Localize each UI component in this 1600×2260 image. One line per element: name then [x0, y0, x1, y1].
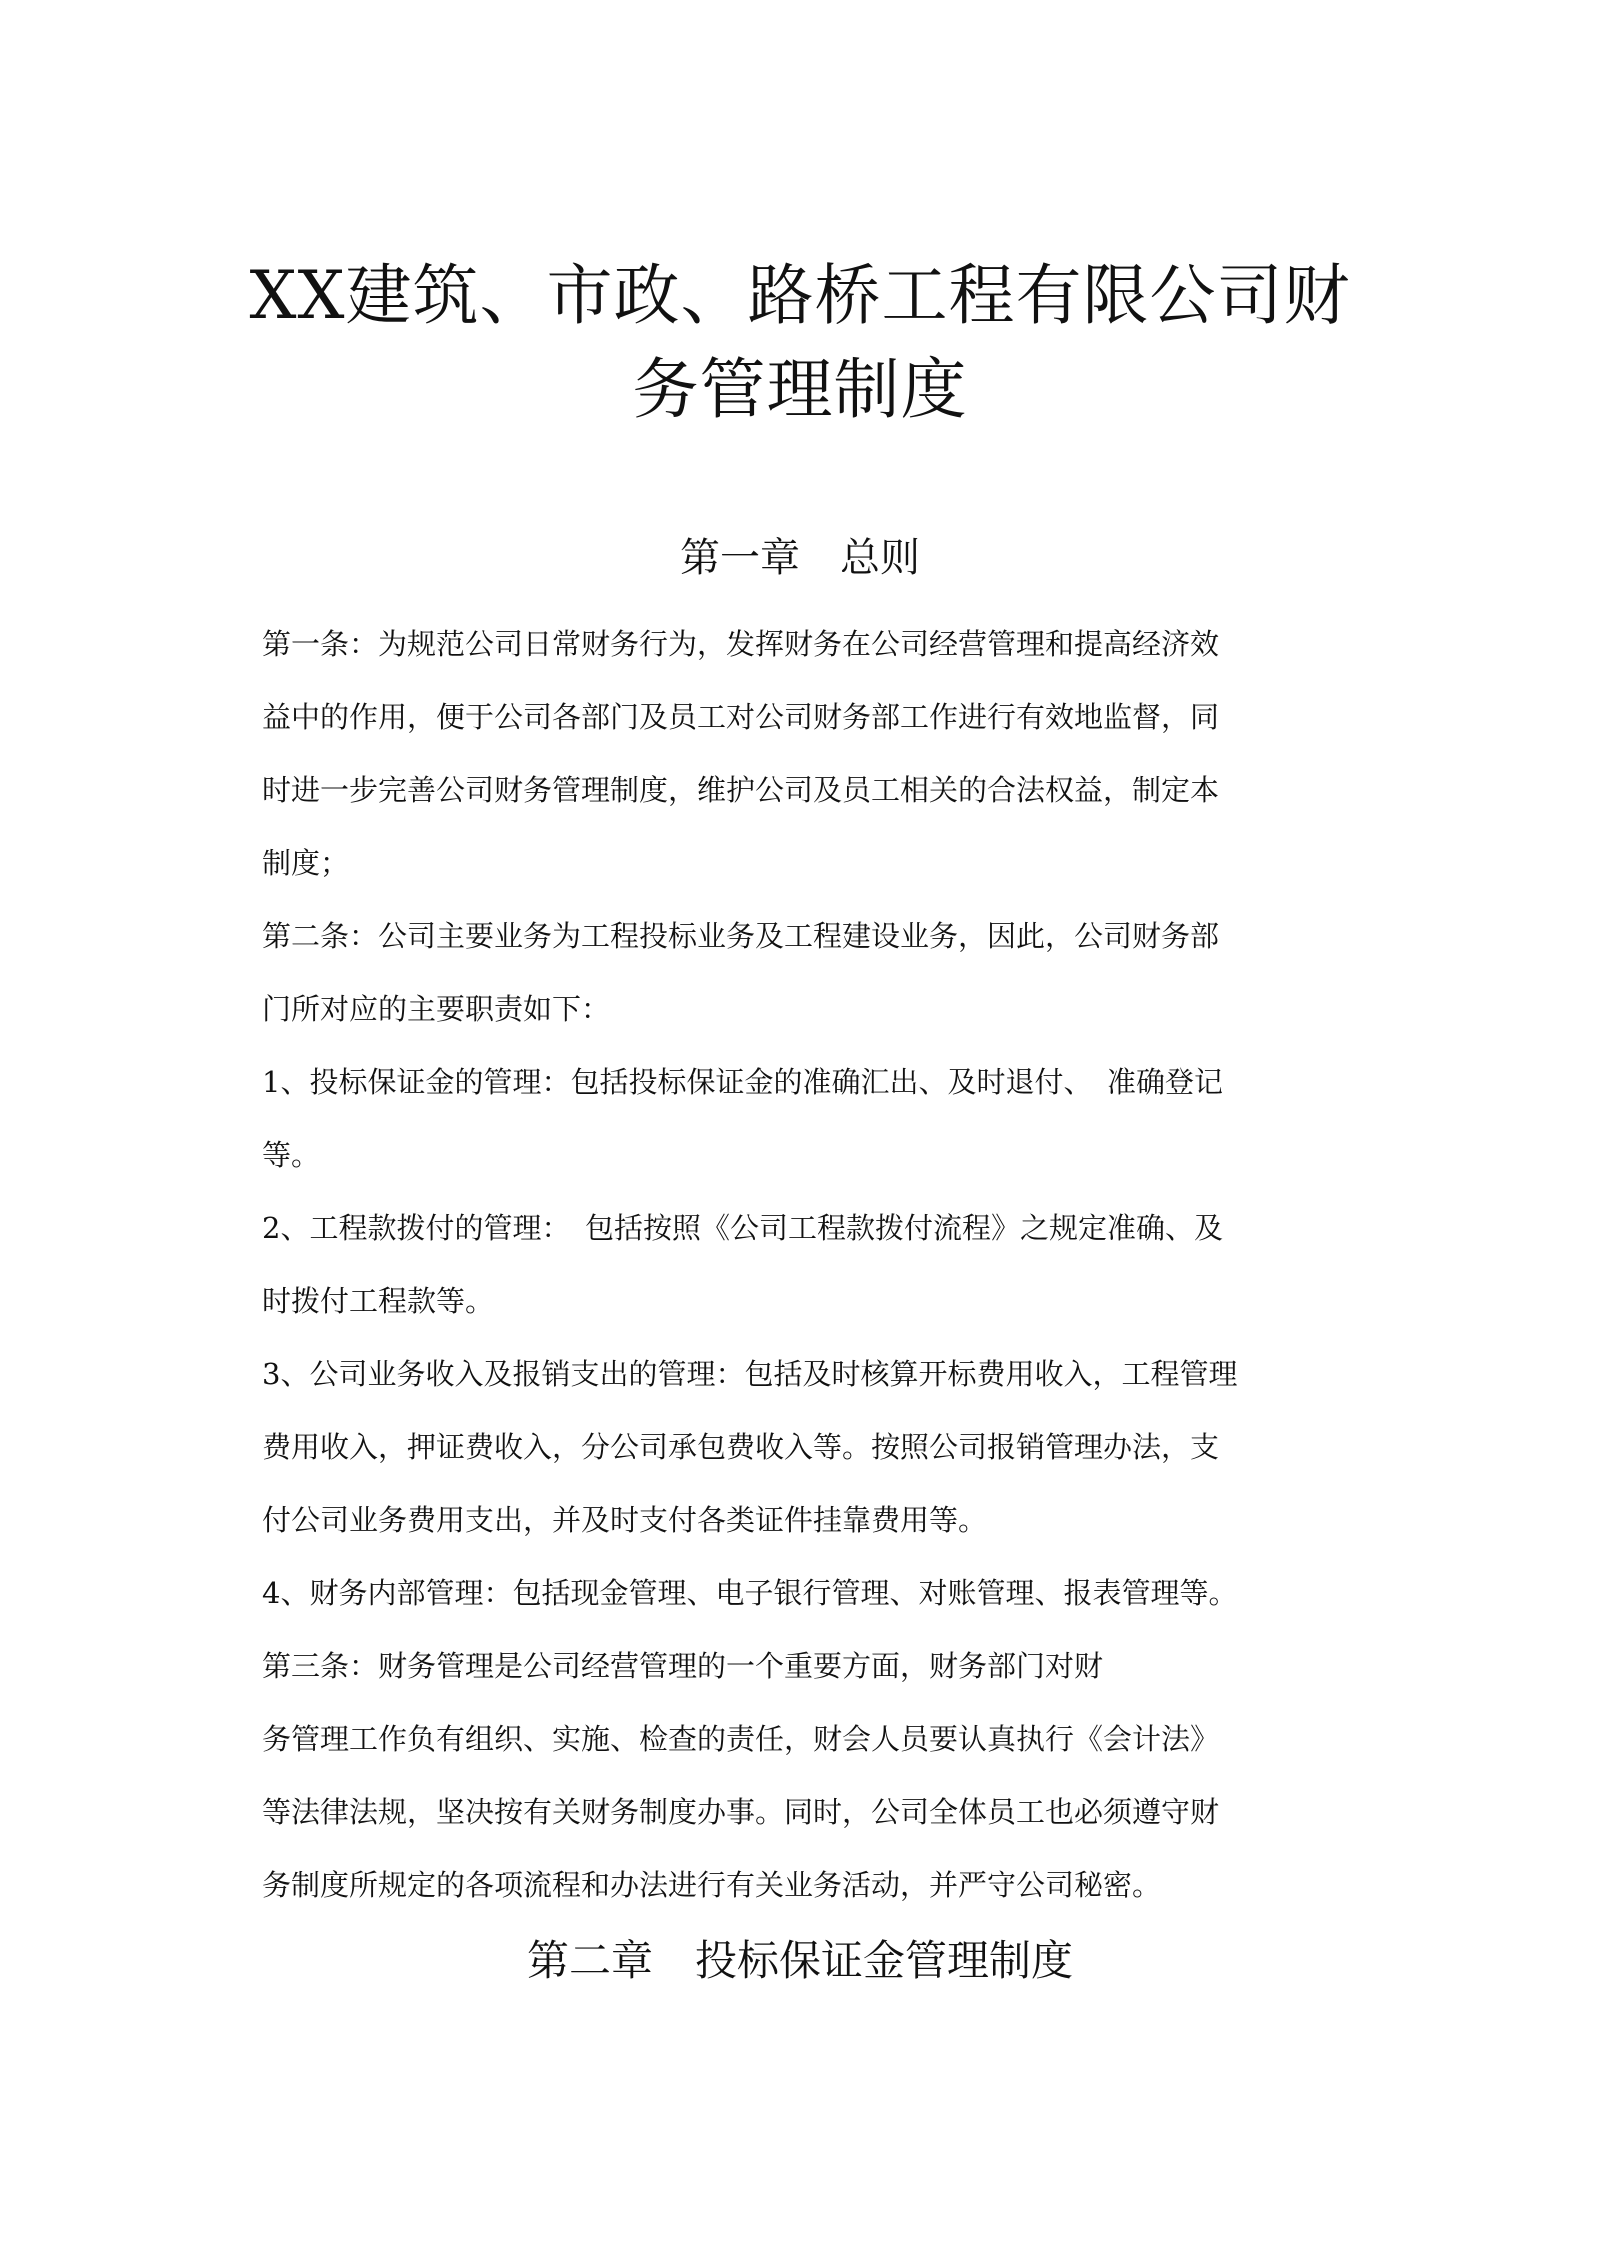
text-line: 务管理工作负有组织、实施、检查的责任，财会人员要认真执行《会计法》: [262, 1722, 1220, 1756]
chapter-heading-2: 第二章 投标保证金管理制度: [526, 1936, 1073, 1985]
text-line: 第二条：公司主要业务为工程投标业务及工程建设业务，因此，公司财务部: [262, 919, 1220, 953]
text-line: 益中的作用，便于公司各部门及员工对公司财务部工作进行有效地监督，同: [262, 700, 1220, 734]
text-line: 时进一步完善公司财务管理制度，维护公司及员工相关的合法权益，制定本: [262, 773, 1220, 807]
text-line: 第一条：为规范公司日常财务行为，发挥财务在公司经营管理和提高经济效: [262, 627, 1220, 661]
text-line: 付公司业务费用支出，并及时支付各类证件挂靠费用等。: [262, 1503, 988, 1537]
document-title-line-1: XX建筑、市政、路桥工程有限公司财: [249, 257, 1351, 334]
text-line: 3、公司业务收入及报销支出的管理：包括及时核算开标费用收入，工程管理: [262, 1357, 1238, 1391]
text-line: 制度；: [262, 846, 350, 880]
text-line: 2、工程款拨付的管理： 包括按照《公司工程款拨付流程》之规定准确、及: [262, 1211, 1223, 1245]
text-line: 时拨付工程款等。: [262, 1284, 495, 1318]
text-line: 4、财务内部管理：包括现金管理、电子银行管理、对账管理、报表管理等。: [262, 1576, 1238, 1610]
chapter-1-body: [262, 608, 1362, 1922]
chapter-heading-1: 第一章 总则: [680, 535, 920, 581]
text-line: 1、投标保证金的管理：包括投标保证金的准确汇出、及时退付、 准确登记: [262, 1065, 1223, 1099]
text-line: 第三条：财务管理是公司经营管理的一个重要方面，财务部门对财: [262, 1649, 1104, 1683]
text-line: 费用收入，押证费收入，分公司承包费收入等。按照公司报销管理办法，支: [262, 1430, 1220, 1464]
text-line: 门所对应的主要职责如下：: [262, 992, 611, 1026]
text-line: 务制度所规定的各项流程和办法进行有关业务活动，并严守公司秘密。: [262, 1868, 1162, 1902]
text-line: 等法律法规，坚决按有关财务制度办事。同时，公司全体员工也必须遵守财: [262, 1795, 1220, 1829]
document-title-line-2: 务管理制度: [632, 351, 968, 428]
text-line: 等。: [262, 1138, 321, 1172]
